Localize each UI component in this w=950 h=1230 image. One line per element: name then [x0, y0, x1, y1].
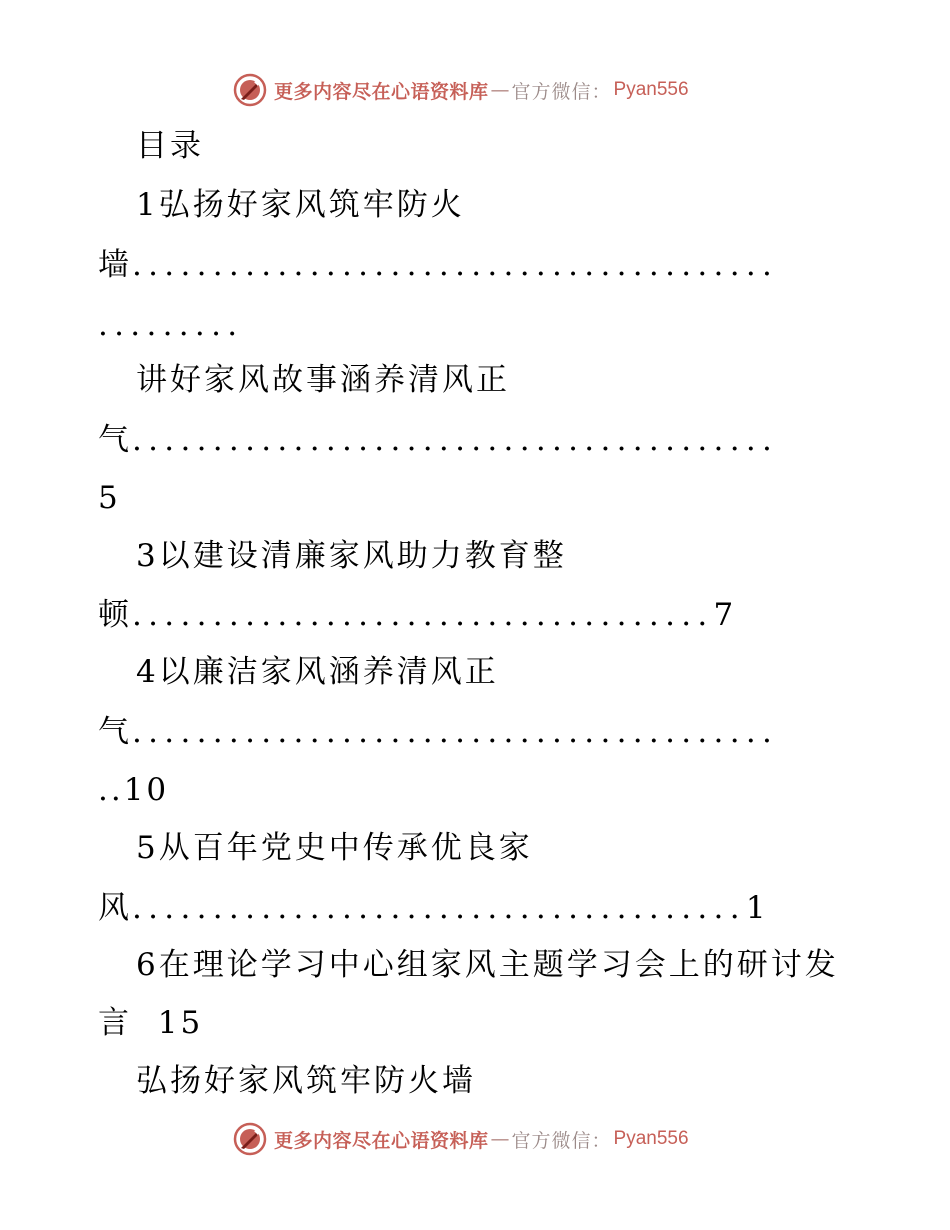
toc-entry-1-wrap: 墙	[98, 247, 132, 283]
toc-entry-2-wrap-line	[98, 420, 778, 460]
watermark-site-text: 更多内容尽在心语资料库	[274, 1129, 489, 1152]
toc-entry-3-page: 7	[713, 597, 737, 633]
toc-entry-6-wrap-line	[98, 1003, 203, 1043]
toc-entry-2-wrap: 气	[98, 422, 132, 458]
toc-entry-5-leader: ......................................	[132, 890, 746, 926]
toc-entry-5-page: 1	[745, 890, 769, 926]
watermark-wechat-label: 官方微信：	[511, 1129, 612, 1152]
watermark-banner-top	[232, 70, 689, 110]
toc-entry-6-title: 6在理论学习中心组家风主题学习会上的研讨发	[136, 947, 839, 983]
watermark-separator: —	[490, 1128, 510, 1150]
watermark-wechat-label: 官方微信：	[511, 80, 612, 103]
toc-entry-1-leader: ........................................	[132, 247, 779, 283]
toc-entry-1-leader-2: .........	[98, 307, 244, 343]
toc-entry-5-wrap-line	[98, 888, 769, 928]
watermark-wechat-id: Pyan556	[613, 1128, 689, 1149]
toc-entry-6-wrap: 言	[98, 1005, 132, 1041]
watermark-site-text: 更多内容尽在心语资料库	[274, 80, 489, 103]
toc-entry-3-wrap-line	[98, 595, 736, 635]
toc-entry-5-title: 5从百年党史中传承优良家	[136, 830, 533, 866]
watermark-banner-bottom	[232, 1119, 689, 1159]
toc-heading: 目录	[136, 128, 204, 164]
toc-entry-2-page: 5	[98, 480, 121, 516]
toc-entry-3-leader: ....................................	[132, 597, 714, 633]
toc-entry-6-page: 15	[157, 1005, 204, 1041]
pen-logo-icon	[232, 1121, 268, 1157]
toc-entry-1-wrap-line	[98, 245, 778, 285]
watermark-separator: —	[490, 79, 510, 101]
toc-entry-4-leader: ........................................	[132, 714, 779, 750]
toc-entry-2-title: 讲好家风故事涵养清风正	[136, 362, 510, 398]
pen-logo-icon	[232, 72, 268, 108]
toc-entry-3-title: 3以建设清廉家风助力教育整	[136, 538, 567, 574]
toc-entry-1-leader-continued	[98, 305, 243, 345]
toc-entry-4-title: 4以廉洁家风涵养清风正	[136, 654, 499, 690]
toc-entry-1-title: 1弘扬好家风筑牢防火	[136, 187, 465, 223]
section-title: 弘扬好家风筑牢防火墙	[136, 1063, 476, 1099]
toc-entry-5-wrap: 风	[98, 890, 132, 926]
toc-entry-4-wrap: 气	[98, 714, 132, 750]
toc-entry-4-page: ..10	[98, 772, 170, 808]
toc-entry-2-leader: ........................................	[132, 422, 779, 458]
toc-entry-3-wrap: 顿	[98, 597, 132, 633]
watermark-wechat-id: Pyan556	[613, 79, 689, 100]
toc-entry-4-wrap-line	[98, 712, 778, 752]
